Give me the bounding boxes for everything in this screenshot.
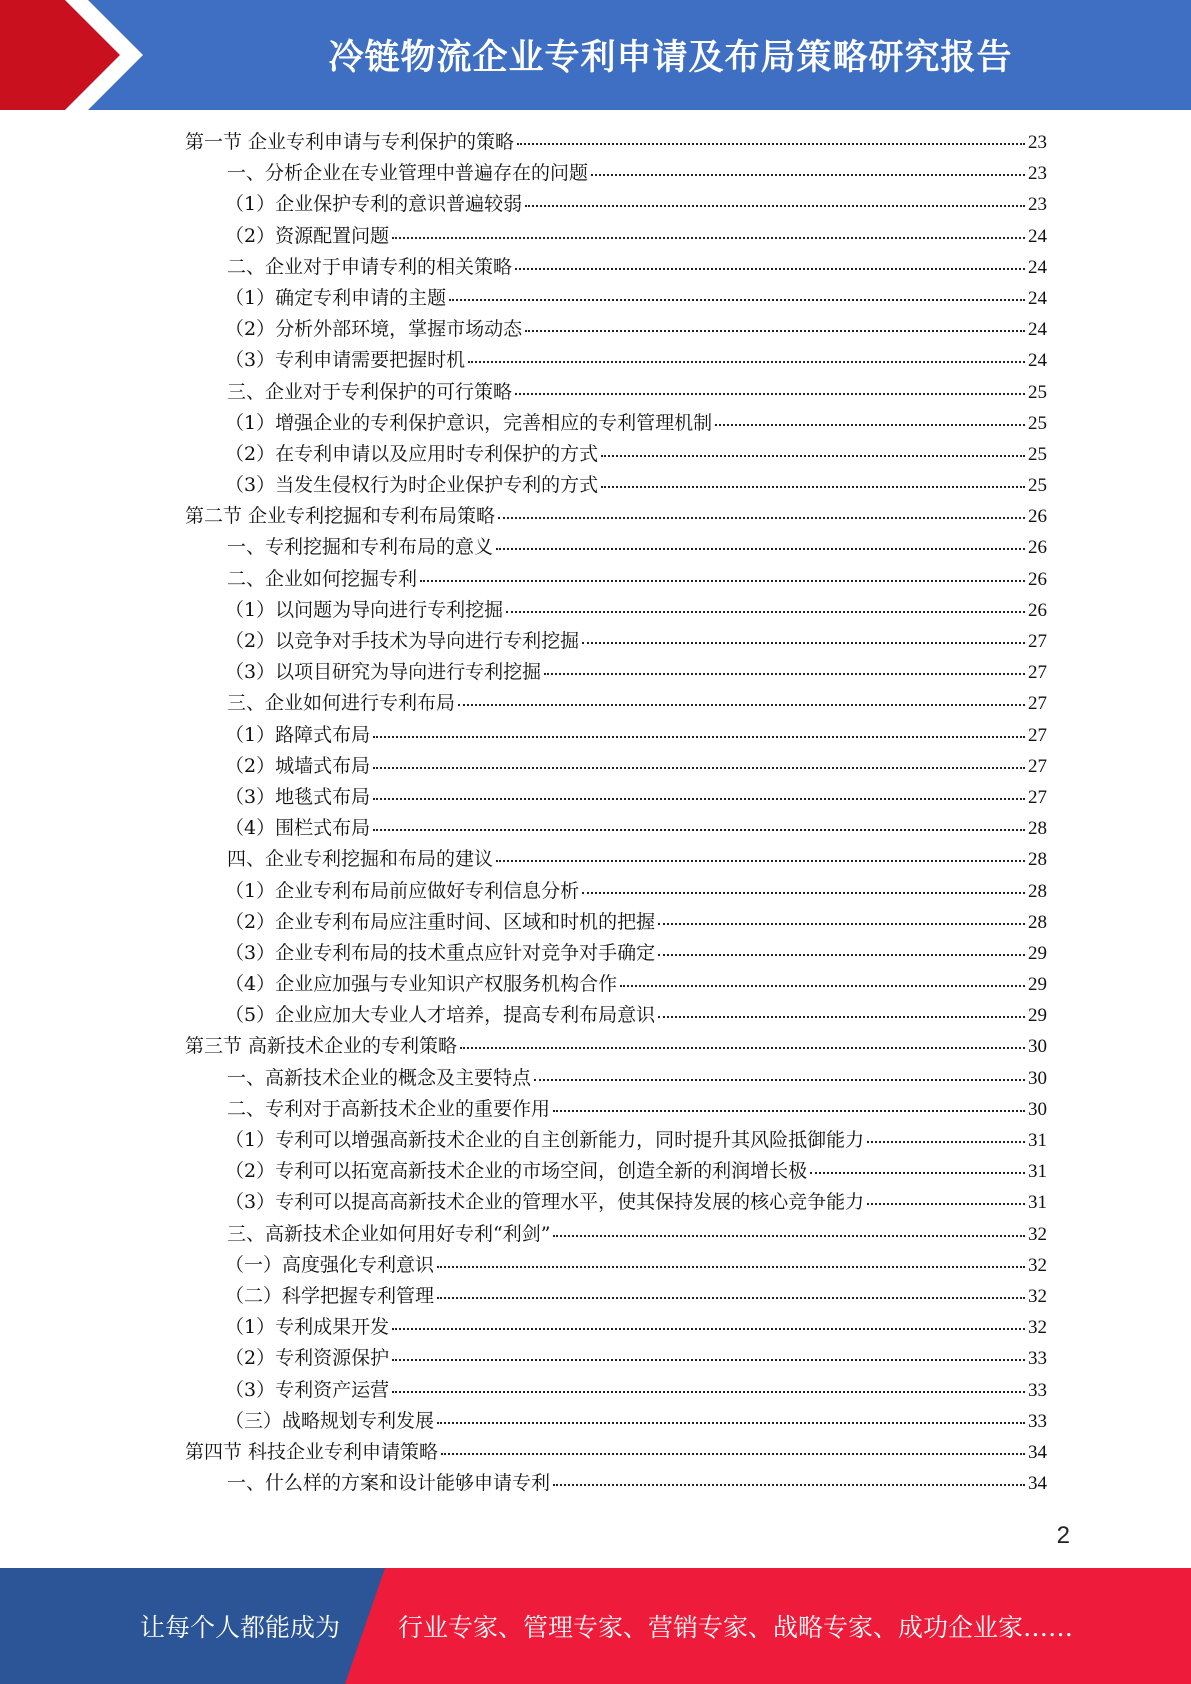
toc-entry-page: 28 xyxy=(1028,849,1047,871)
toc-dot-leader xyxy=(392,1327,1025,1330)
toc-dot-leader xyxy=(373,797,1025,800)
toc-entry[interactable] xyxy=(185,1063,1047,1094)
toc-entry[interactable] xyxy=(185,127,1047,158)
toc-entry-page: 24 xyxy=(1028,319,1047,341)
toc-entry-title: 第一节 企业专利申请与专利保护的策略 xyxy=(185,131,515,153)
toc-entry-page: 29 xyxy=(1028,1005,1047,1027)
toc-entry-title: （3）专利申请需要把握时机 xyxy=(225,349,466,372)
footer-slogan-right: 行业专家、管理专家、营销专家、战略专家、成功企业家…… xyxy=(398,1613,1074,1642)
toc-entry-page: 30 xyxy=(1028,1067,1047,1089)
toc-dot-leader xyxy=(544,672,1025,675)
toc-entry-page: 27 xyxy=(1028,786,1047,808)
toc-entry-title: 二、企业对于申请专利的相关策略 xyxy=(227,255,513,278)
toc-dot-leader xyxy=(460,1046,1025,1049)
toc-entry-page: 31 xyxy=(1028,1161,1047,1183)
toc-entry[interactable] xyxy=(185,1468,1047,1499)
toc-entry-title: 一、什么样的方案和设计能够申请专利 xyxy=(227,1472,551,1495)
toc-entry-page: 27 xyxy=(1028,755,1047,777)
toc-dot-leader xyxy=(715,423,1025,426)
toc-entry[interactable] xyxy=(185,720,1047,751)
toc-dot-leader xyxy=(601,485,1025,488)
toc-entry[interactable] xyxy=(185,1125,1047,1156)
toc-entry[interactable] xyxy=(185,1375,1047,1406)
toc-entry[interactable] xyxy=(185,252,1047,283)
toc-entry[interactable] xyxy=(185,1094,1047,1125)
toc-entry-title: 三、企业对于专利保护的可行策略 xyxy=(227,380,513,403)
toc-entry[interactable] xyxy=(185,688,1047,719)
toc-entry-title: （二）科学把握专利管理 xyxy=(225,1284,435,1307)
toc-dot-leader xyxy=(525,329,1025,332)
toc-entry-title: （2）城墙式布局 xyxy=(225,754,371,777)
toc-entry-title: 三、企业如何进行专利布局 xyxy=(227,692,456,715)
toc-entry[interactable] xyxy=(185,470,1047,501)
toc-dot-leader xyxy=(458,703,1025,706)
toc-dot-leader xyxy=(582,891,1025,894)
toc-entry-title: （一）高度强化专利意识 xyxy=(225,1253,435,1276)
toc-dot-leader xyxy=(658,953,1025,956)
toc-entry-page: 27 xyxy=(1028,662,1047,684)
toc-entry[interactable] xyxy=(185,1406,1047,1437)
toc-dot-leader xyxy=(515,267,1025,270)
toc-entry[interactable] xyxy=(185,1031,1047,1062)
toc-entry-title: 一、高新技术企业的概念及主要特点 xyxy=(227,1066,532,1089)
toc-entry-title: （1）专利成果开发 xyxy=(225,1316,390,1339)
toc-entry-page: 24 xyxy=(1028,287,1047,309)
toc-entry-title: （2）分析外部环境，掌握市场动态 xyxy=(225,318,523,341)
toc-entry-page: 32 xyxy=(1028,1285,1047,1307)
toc-dot-leader xyxy=(867,1202,1025,1205)
toc-entry[interactable] xyxy=(185,1187,1047,1218)
toc-dot-leader xyxy=(658,1015,1025,1018)
toc-entry-title: （1）企业保护专利的意识普遍较弱 xyxy=(225,193,523,216)
toc-dot-leader xyxy=(553,1109,1025,1112)
toc-entry-title: （3）以项目研究为导向进行专利挖掘 xyxy=(225,661,542,684)
toc-entry-title: （2）专利可以拓宽高新技术企业的市场空间，创造全新的利润增长极 xyxy=(225,1160,808,1183)
toc-entry-page: 34 xyxy=(1028,1473,1047,1495)
toc-entry[interactable] xyxy=(185,657,1047,688)
toc-entry-title: （3）地毯式布局 xyxy=(225,785,371,808)
toc-entry-page: 25 xyxy=(1028,412,1047,434)
toc-entry-page: 27 xyxy=(1028,724,1047,746)
toc-entry[interactable] xyxy=(185,595,1047,626)
toc-entry-page: 23 xyxy=(1028,132,1047,153)
document-title: 冷链物流企业专利申请及布局策略研究报告 xyxy=(328,38,1013,78)
toc-dot-leader xyxy=(392,1390,1025,1393)
toc-dot-leader xyxy=(506,610,1025,613)
toc-entry-title: （1）确定专利申请的主题 xyxy=(225,286,447,309)
toc-entry-title: （4）企业应加强与专业知识产权服务机构合作 xyxy=(225,973,618,996)
toc-dot-leader xyxy=(392,1358,1025,1361)
toc-entry[interactable] xyxy=(185,751,1047,782)
toc-entry-page: 29 xyxy=(1028,974,1047,996)
toc-entry-page: 27 xyxy=(1028,693,1047,715)
toc-entry[interactable] xyxy=(185,876,1047,907)
toc-dot-leader xyxy=(601,454,1025,457)
toc-entry[interactable] xyxy=(185,1312,1047,1343)
toc-dot-leader xyxy=(496,859,1025,862)
toc-dot-leader xyxy=(496,547,1025,550)
toc-dot-leader xyxy=(392,236,1025,239)
toc-dot-leader xyxy=(437,1296,1025,1299)
toc-entry[interactable] xyxy=(185,564,1047,595)
toc-entry-page: 32 xyxy=(1028,1254,1047,1276)
toc-entry[interactable] xyxy=(185,969,1047,1000)
toc-dot-leader xyxy=(373,828,1025,831)
toc-dot-leader xyxy=(620,984,1025,987)
toc-entry-page: 33 xyxy=(1028,1379,1047,1401)
toc-entry-page: 25 xyxy=(1028,443,1047,465)
toc-entry[interactable] xyxy=(185,532,1047,563)
toc-entry-page: 34 xyxy=(1028,1441,1047,1463)
toc-entry-title: （1）路障式布局 xyxy=(225,723,371,746)
toc-entry-page: 29 xyxy=(1028,942,1047,964)
toc-entry-title: （2）资源配置问题 xyxy=(225,224,390,247)
toc-entry-page: 26 xyxy=(1028,599,1047,621)
toc-entry-title: 三、高新技术企业如何用好专利“利剑” xyxy=(227,1222,551,1245)
toc-entry[interactable] xyxy=(185,158,1047,189)
toc-entry[interactable] xyxy=(185,189,1047,220)
toc-entry-page: 30 xyxy=(1028,1036,1047,1058)
toc-entry-page: 33 xyxy=(1028,1348,1047,1370)
toc-entry[interactable] xyxy=(185,1000,1047,1031)
toc-entry-page: 27 xyxy=(1028,631,1047,652)
toc-entry-page: 24 xyxy=(1028,225,1047,247)
toc-entry[interactable] xyxy=(185,1156,1047,1187)
toc-entry[interactable] xyxy=(185,1219,1047,1250)
toc-dot-leader xyxy=(437,1421,1025,1424)
toc-entry[interactable] xyxy=(185,1250,1047,1281)
footer-slogan-left: 让每个人都能成为 xyxy=(140,1613,341,1642)
toc-entry-title: （2）企业专利布局应注重时间、区域和时机的把握 xyxy=(225,910,656,933)
page-header xyxy=(0,0,1191,110)
toc-dot-leader xyxy=(420,579,1025,582)
table-of-contents xyxy=(185,127,1047,1499)
toc-dot-leader xyxy=(553,1234,1025,1237)
toc-entry[interactable] xyxy=(185,626,1047,657)
header-arrow-decoration xyxy=(0,0,160,110)
toc-dot-leader xyxy=(553,1483,1025,1486)
toc-entry[interactable] xyxy=(185,408,1047,439)
toc-entry-title: （4）围栏式布局 xyxy=(225,817,371,840)
toc-entry-page: 23 xyxy=(1028,163,1047,185)
toc-entry[interactable] xyxy=(185,844,1047,875)
toc-entry-title: （1）增强企业的专利保护意识，完善相应的专利管理机制 xyxy=(225,411,713,434)
toc-entry-page: 24 xyxy=(1028,256,1047,278)
toc-entry-title: （3）专利可以提高高新技术企业的管理水平，使其保持发展的核心竞争能力 xyxy=(225,1191,865,1214)
toc-entry[interactable] xyxy=(185,221,1047,252)
toc-entry[interactable] xyxy=(185,314,1047,345)
toc-entry[interactable] xyxy=(185,782,1047,813)
toc-entry[interactable] xyxy=(185,377,1047,408)
toc-entry[interactable] xyxy=(185,813,1047,844)
toc-dot-leader xyxy=(658,922,1025,925)
toc-dot-leader xyxy=(468,360,1025,363)
page-number: 2 xyxy=(1056,1522,1070,1549)
toc-entry[interactable] xyxy=(185,501,1047,532)
toc-entry-title: （2）以竞争对手技术为导向进行专利挖掘 xyxy=(225,630,580,652)
toc-entry-page: 33 xyxy=(1028,1410,1047,1432)
toc-entry-title: （三）战略规划专利发展 xyxy=(225,1409,435,1432)
toc-dot-leader xyxy=(867,1140,1025,1143)
toc-dot-leader xyxy=(498,516,1025,519)
toc-entry-title: 二、企业如何挖掘专利 xyxy=(227,567,418,590)
toc-entry-title: （5）企业应加大专业人才培养，提高专利布局意识 xyxy=(225,1004,656,1027)
toc-entry-title: （3）专利资产运营 xyxy=(225,1378,390,1401)
toc-entry-page: 32 xyxy=(1028,1317,1047,1339)
toc-entry-title: 第二节 企业专利挖掘和专利布局策略 xyxy=(185,505,496,528)
toc-dot-leader xyxy=(437,1265,1025,1268)
page-footer xyxy=(0,1568,1191,1684)
toc-entry-title: 第三节 高新技术企业的专利策略 xyxy=(185,1035,458,1058)
toc-entry-title: 第四节 科技企业专利申请策略 xyxy=(185,1440,439,1463)
toc-entry-title: （3）企业专利布局的技术重点应针对竞争对手确定 xyxy=(225,941,656,964)
toc-entry-page: 25 xyxy=(1028,381,1047,403)
toc-entry-page: 23 xyxy=(1028,194,1047,216)
toc-dot-leader xyxy=(449,298,1025,301)
toc-dot-leader xyxy=(582,641,1025,644)
toc-entry-page: 30 xyxy=(1028,1098,1047,1120)
toc-entry-title: （1）专利可以增强高新技术企业的自主创新能力，同时提升其风险抵御能力 xyxy=(225,1129,865,1151)
toc-entry-title: （1）以问题为导向进行专利挖掘 xyxy=(225,598,504,621)
toc-entry[interactable] xyxy=(185,1281,1047,1312)
toc-entry[interactable] xyxy=(185,938,1047,969)
toc-entry-page: 32 xyxy=(1028,1223,1047,1245)
toc-entry-title: 四、企业专利挖掘和布局的建议 xyxy=(227,848,494,871)
toc-entry-title: 一、分析企业在专业管理中普遍存在的问题 xyxy=(227,162,589,185)
toc-entry-page: 26 xyxy=(1028,537,1047,559)
toc-entry-title: （1）企业专利布局前应做好专利信息分析 xyxy=(225,879,580,902)
toc-dot-leader xyxy=(534,1078,1025,1081)
toc-entry-page: 31 xyxy=(1028,1130,1047,1151)
toc-entry-page: 26 xyxy=(1028,568,1047,590)
toc-entry-page: 31 xyxy=(1028,1192,1047,1214)
toc-entry-page: 28 xyxy=(1028,911,1047,933)
toc-entry-page: 26 xyxy=(1028,506,1047,528)
toc-dot-leader xyxy=(373,766,1025,769)
toc-entry[interactable] xyxy=(185,439,1047,470)
toc-dot-leader xyxy=(810,1171,1025,1174)
toc-dot-leader xyxy=(515,392,1025,395)
toc-dot-leader xyxy=(373,735,1025,738)
toc-entry-page: 24 xyxy=(1028,350,1047,372)
toc-dot-leader xyxy=(591,173,1025,176)
toc-entry-title: 二、专利对于高新技术企业的重要作用 xyxy=(227,1097,551,1120)
toc-entry[interactable] xyxy=(185,1437,1047,1468)
toc-dot-leader xyxy=(441,1452,1025,1455)
toc-entry-title: （3）当发生侵权行为时企业保护专利的方式 xyxy=(225,474,599,497)
toc-entry-page: 28 xyxy=(1028,880,1047,902)
toc-entry[interactable] xyxy=(185,283,1047,314)
toc-entry-title: （2）在专利申请以及应用时专利保护的方式 xyxy=(225,442,599,465)
toc-entry-page: 28 xyxy=(1028,818,1047,840)
toc-entry[interactable] xyxy=(185,907,1047,938)
toc-entry-title: 一、专利挖掘和专利布局的意义 xyxy=(227,536,494,559)
toc-entry[interactable] xyxy=(185,1343,1047,1374)
toc-dot-leader xyxy=(525,204,1025,207)
toc-entry[interactable] xyxy=(185,345,1047,376)
toc-entry-title: （2）专利资源保护 xyxy=(225,1347,390,1370)
toc-entry-page: 25 xyxy=(1028,475,1047,497)
toc-dot-leader xyxy=(517,142,1025,145)
